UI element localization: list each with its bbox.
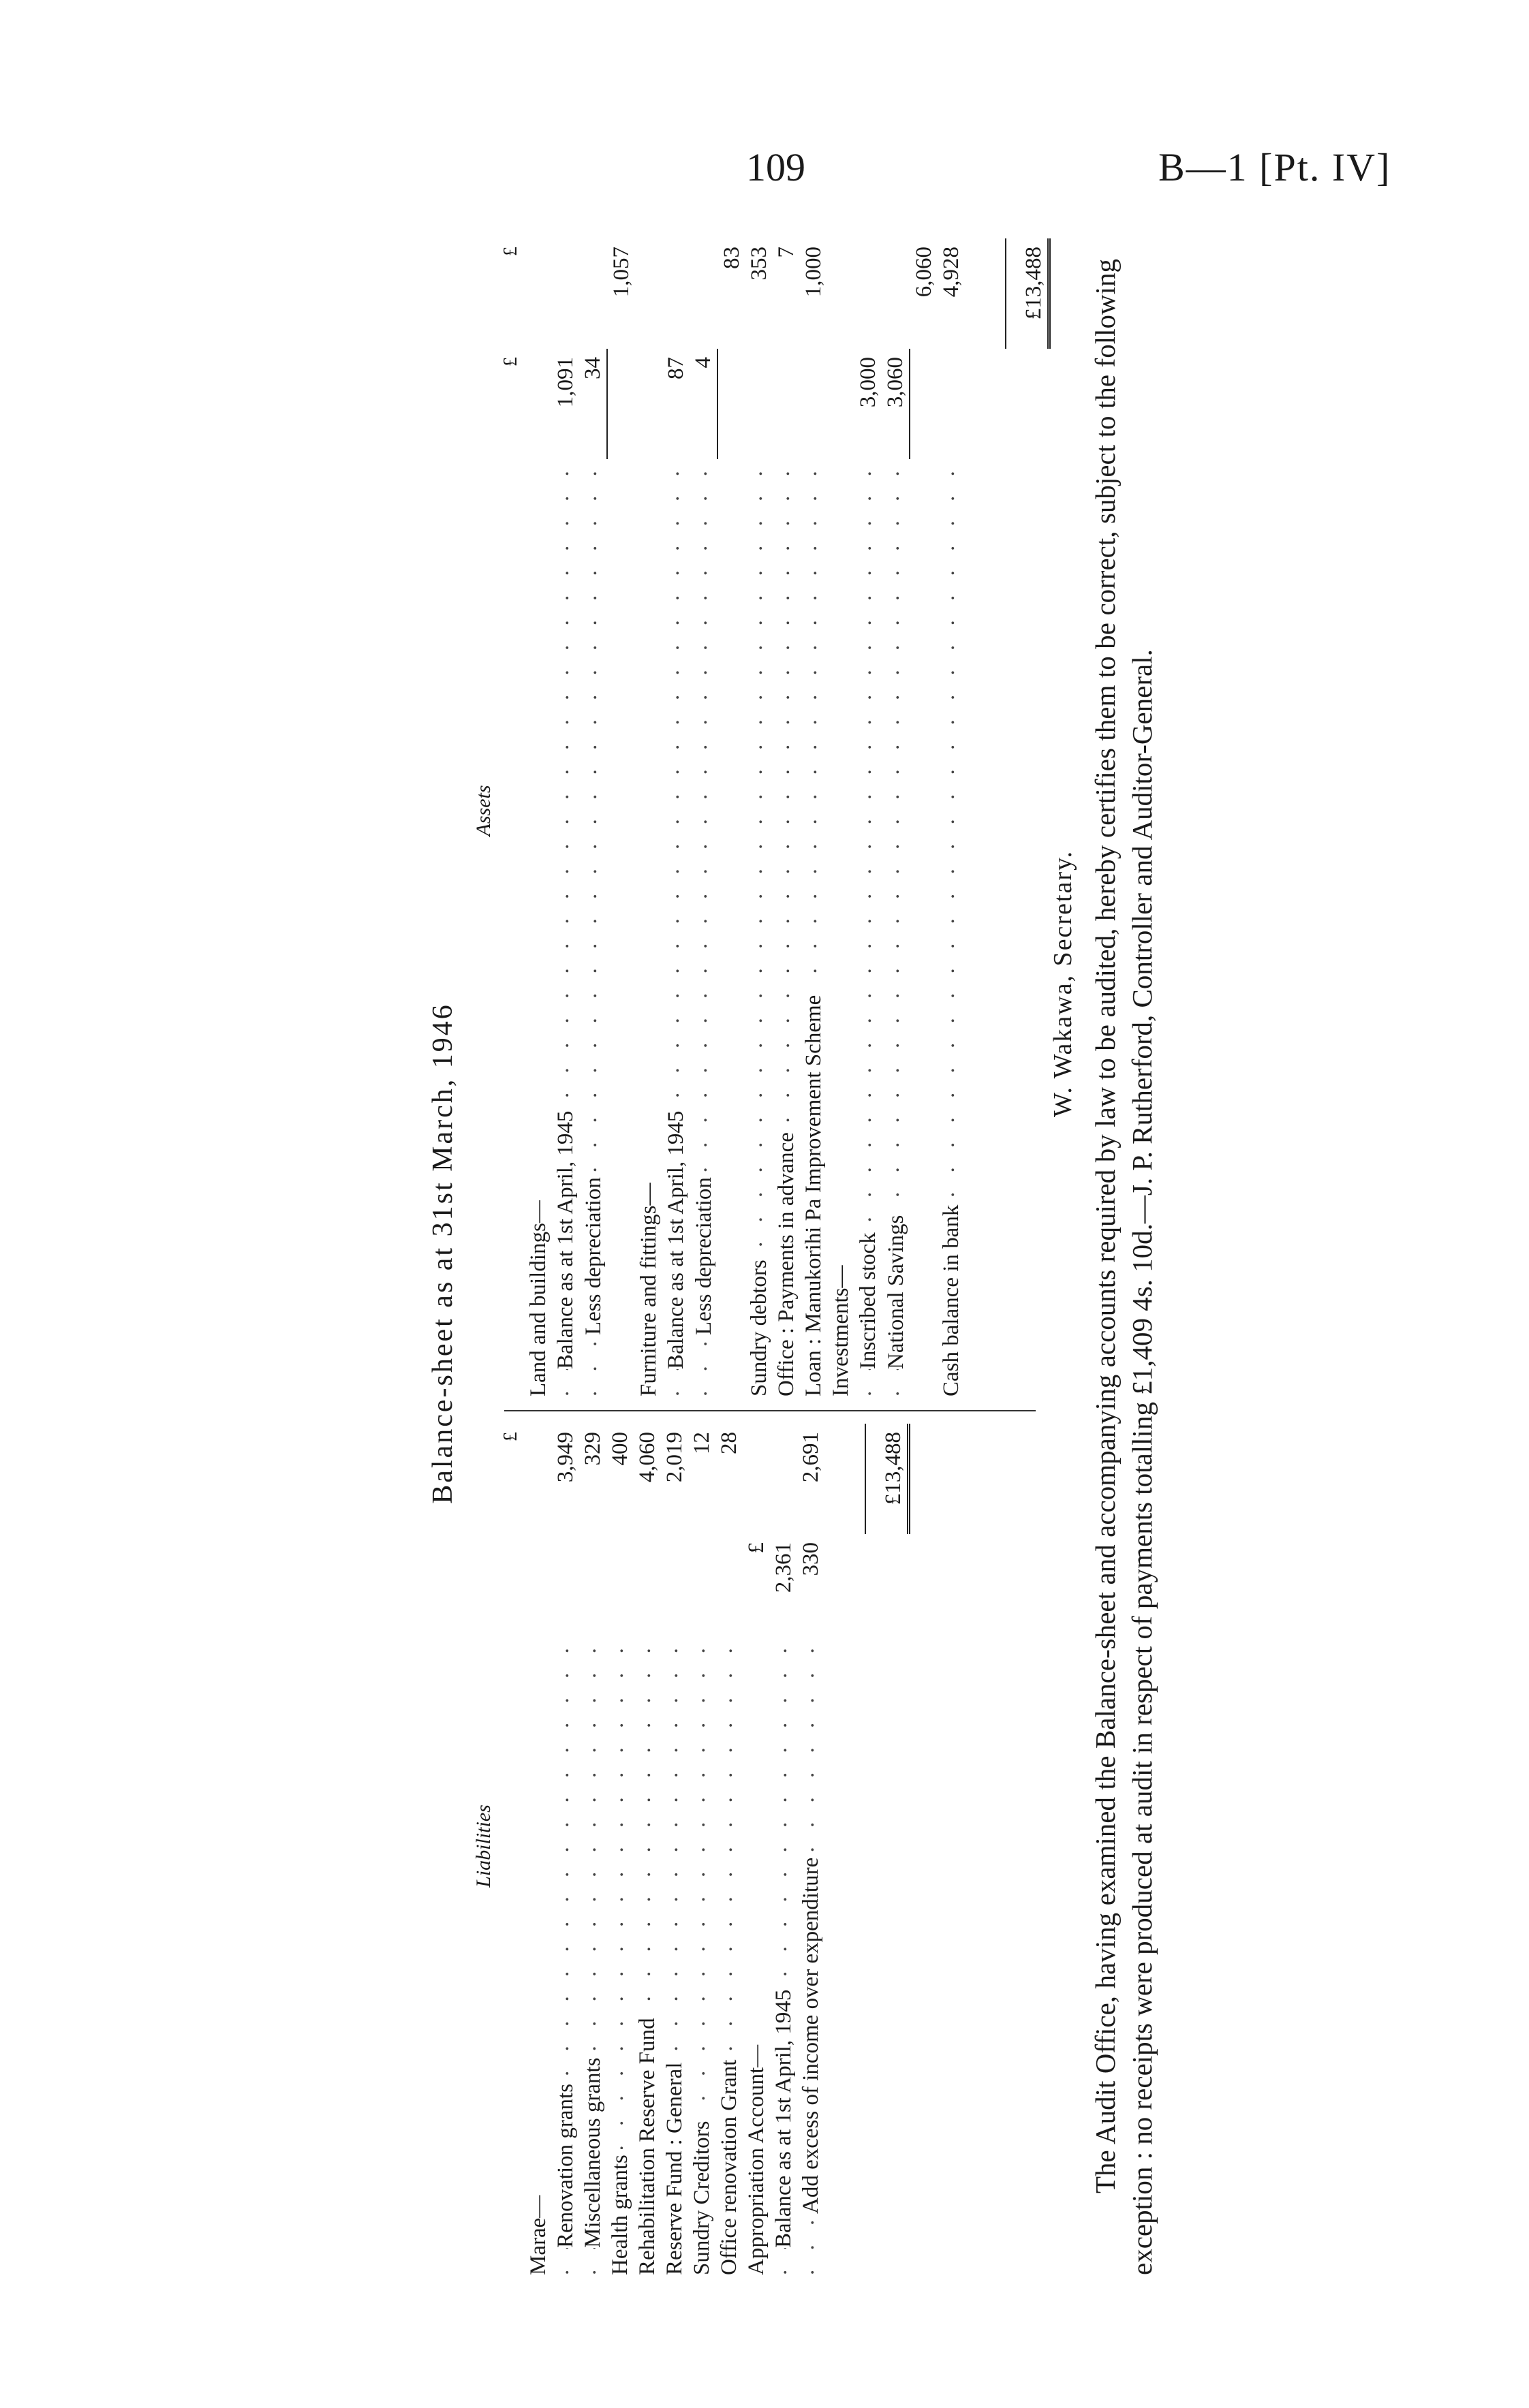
assets-amount: 83 bbox=[720, 247, 744, 269]
assets-row bbox=[745, 238, 773, 1396]
liabilities-row bbox=[770, 1424, 797, 2275]
liabilities-row bbox=[525, 1424, 552, 2275]
assets-label: Furniture and fittings— bbox=[636, 1178, 661, 1396]
liabilities-row bbox=[797, 1424, 824, 2275]
liabilities-label: Office renovation Grant bbox=[717, 2054, 741, 2275]
liabilities-amount: 330 bbox=[799, 1542, 823, 1576]
assets-currency-symbol: £ bbox=[500, 247, 521, 256]
liabilities-amount: 400 bbox=[608, 1432, 632, 1466]
assets-label: Land and buildings— bbox=[526, 1195, 551, 1396]
liabilities-amount: 2,691 bbox=[799, 1432, 823, 1483]
assets-row bbox=[717, 238, 745, 1396]
liabilities-table bbox=[497, 1424, 910, 2275]
liabilities-label: Sundry Creditors bbox=[690, 2116, 714, 2275]
liabilities-label: Appropriation Account— bbox=[744, 2039, 769, 2275]
assets-amount: 1,000 bbox=[801, 247, 826, 298]
liabilities-currency-symbol: £ bbox=[500, 1432, 521, 1441]
liabilities-amount: 2,019 bbox=[662, 1432, 687, 1483]
liabilities-row bbox=[634, 1424, 661, 2275]
column-divider bbox=[504, 1410, 1036, 1411]
liabilities-total-row bbox=[865, 1424, 909, 2275]
liabilities-label: Reserve Fund : General bbox=[662, 2057, 687, 2276]
assets-heading: Assets bbox=[472, 785, 495, 836]
assets-amount: 4 bbox=[691, 357, 715, 369]
liabilities-row bbox=[552, 1424, 579, 2275]
assets-row bbox=[690, 238, 717, 1396]
audit-certificate: The Audit Office, having examined the Balance-sheet and accompanying accounts required by law to be audited, hereby certifies them to be correct, subject to the following exception : no receipts were produced at audit in respect of payments totalling £1,409 4s. 10d.—J. P. Rutherford, Controller and Auditor-General. bbox=[1090, 259, 1158, 2275]
liabilities-amount: 3,949 bbox=[553, 1432, 578, 1483]
assets-row bbox=[882, 238, 910, 1396]
balance-sheet bbox=[429, 232, 1315, 2275]
liabilities-label: Rehabilitation Reserve Fund bbox=[635, 2012, 660, 2275]
assets-amount: 87 bbox=[664, 357, 688, 379]
assets-amount: 1,091 bbox=[553, 357, 578, 408]
assets-amount: 353 bbox=[747, 247, 771, 281]
assets-label: Loan : Manukorihi Pa Improvement Scheme bbox=[801, 990, 826, 1396]
balance-sheet-title: Balance-sheet as at 31st March, 1946 bbox=[427, 1003, 459, 1504]
liabilities-currency-row bbox=[497, 1424, 525, 2275]
liabilities-label: Health grants bbox=[608, 2149, 632, 2275]
assets-currency-symbol: £ bbox=[500, 357, 521, 366]
assets-row bbox=[910, 238, 938, 1396]
assets-row bbox=[635, 238, 662, 1396]
liabilities-label: Balance as at 1st April, 1945 bbox=[771, 1984, 796, 2248]
liabilities-amount: 329 bbox=[581, 1432, 605, 1466]
assets-label: Investments— bbox=[829, 1260, 853, 1396]
assets-row bbox=[607, 238, 635, 1396]
liabilities-heading: Liabilities bbox=[472, 1804, 495, 1888]
liabilities-row bbox=[743, 1424, 770, 2275]
assets-row bbox=[800, 238, 827, 1396]
assets-label: Less depreciation bbox=[581, 1172, 606, 1335]
liabilities-row bbox=[579, 1424, 606, 2275]
liabilities-amount: 12 bbox=[690, 1432, 714, 1454]
liabilities-amount: 2,361 bbox=[771, 1542, 796, 1593]
assets-label: Sundry debtors bbox=[747, 1254, 771, 1396]
assets-label: Cash balance in bank bbox=[939, 1200, 963, 1396]
liabilities-label: Add excess of income over expenditure bbox=[799, 1852, 823, 2214]
liabilities-row bbox=[661, 1424, 688, 2275]
assets-row bbox=[827, 238, 854, 1396]
assets-amount: 7 bbox=[774, 247, 799, 258]
assets-label: Office : Payments in advance bbox=[774, 1127, 799, 1396]
assets-table bbox=[497, 238, 1051, 1396]
parliamentary-paper-reference: B—1 [Pt. IV] bbox=[1158, 145, 1391, 189]
assets-row bbox=[773, 238, 800, 1396]
assets-amount: 6,060 bbox=[912, 247, 936, 298]
liabilities-label: Miscellaneous grants bbox=[581, 2052, 605, 2248]
assets-row bbox=[854, 238, 882, 1396]
assets-total-row bbox=[1006, 238, 1049, 1396]
assets-currency-row bbox=[497, 238, 525, 1396]
page-number: 109 bbox=[746, 145, 805, 189]
assets-total: £13,488 bbox=[1006, 238, 1049, 349]
liabilities-amount: £ bbox=[744, 1542, 769, 1554]
secretary-signature-line: W. Wakawa, Secretary. bbox=[1049, 849, 1077, 1117]
assets-label: Balance as at 1st April, 1945 bbox=[553, 1106, 578, 1369]
assets-label: Less depreciation bbox=[692, 1172, 716, 1335]
assets-label: Inscribed stock bbox=[856, 1227, 880, 1369]
assets-row bbox=[552, 238, 579, 1396]
assets-row bbox=[525, 238, 552, 1396]
assets-amount: 3,060 bbox=[883, 357, 908, 408]
assets-label: National Savings bbox=[884, 1210, 908, 1369]
assets-row bbox=[662, 238, 690, 1396]
liabilities-row bbox=[715, 1424, 743, 2275]
assets-amount: 3,000 bbox=[856, 357, 880, 408]
assets-row bbox=[938, 238, 965, 1396]
assets-label: Balance as at 1st April, 1945 bbox=[664, 1106, 688, 1369]
assets-row bbox=[579, 238, 607, 1396]
liabilities-label: Marae— bbox=[526, 2190, 551, 2275]
liabilities-row bbox=[606, 1424, 634, 2275]
liabilities-row bbox=[688, 1424, 715, 2275]
liabilities-total: £13,488 bbox=[865, 1424, 909, 1534]
liabilities-amount: 28 bbox=[717, 1432, 741, 1454]
assets-amount: 34 bbox=[581, 357, 605, 379]
liabilities-amount: 4,060 bbox=[635, 1432, 660, 1483]
assets-amount: 1,057 bbox=[609, 247, 634, 298]
liabilities-label: Renovation grants bbox=[553, 2078, 578, 2248]
assets-amount: 4,928 bbox=[939, 247, 963, 298]
